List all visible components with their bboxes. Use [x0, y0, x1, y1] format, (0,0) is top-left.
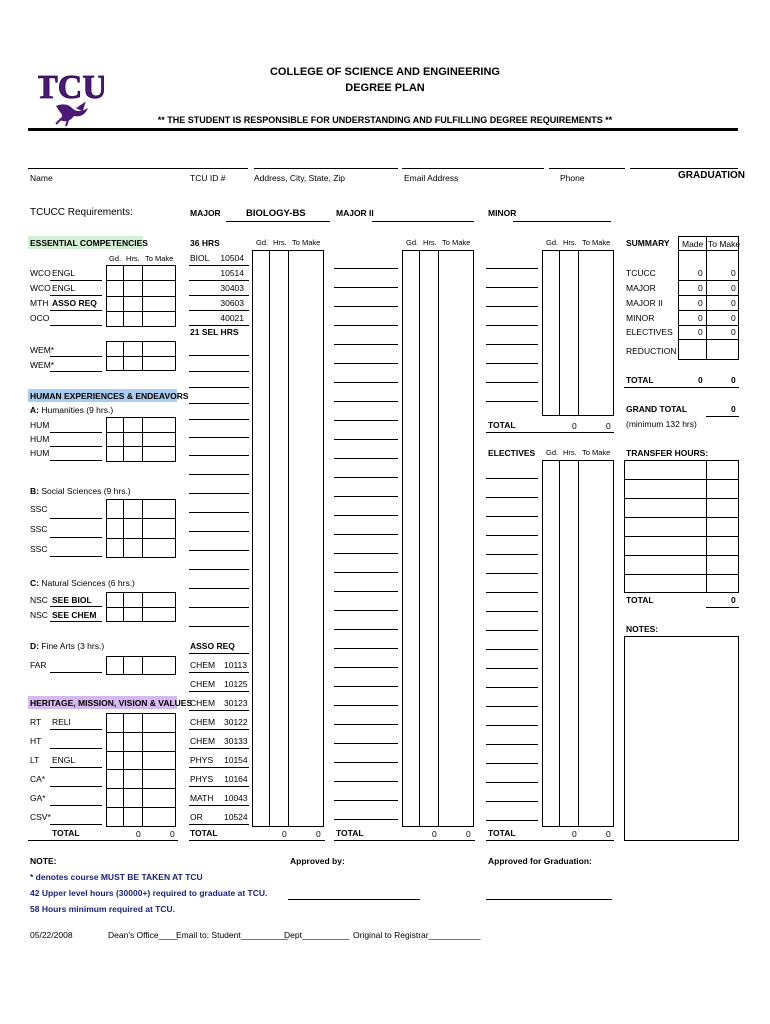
essential-grid[interactable]: [106, 265, 176, 327]
footer-note-label: NOTE:: [30, 856, 57, 866]
csv-line[interactable]: [50, 824, 102, 825]
wco1-course: ENGL: [52, 268, 76, 278]
wem2-label: WEM*: [30, 360, 55, 370]
reduction-label: REDUCTION: [626, 346, 677, 356]
ca-label: CA*: [30, 774, 46, 784]
asso-line-8[interactable]: [189, 805, 249, 806]
major2-line: [372, 221, 474, 222]
asso-dept-9: OR: [190, 812, 203, 822]
hum1-label: HUM: [30, 420, 50, 430]
ssc1-line[interactable]: [50, 518, 102, 519]
ga-label: GA*: [30, 793, 46, 803]
wco2-label: WCO: [30, 283, 51, 293]
far-line[interactable]: [50, 672, 102, 673]
major-blank-line-9[interactable]: [189, 493, 249, 494]
major-blank-line-15[interactable]: [189, 607, 249, 608]
major-blank-line-8[interactable]: [189, 474, 249, 475]
email-to-student-route: Email to: Student__________: [176, 930, 289, 940]
major-blank-line-6[interactable]: [189, 437, 249, 438]
tcucc-col-hrs: Hrs.: [126, 254, 140, 263]
hum3-label: HUM: [30, 448, 50, 458]
ssc1-label: SSC: [30, 504, 48, 514]
lt-course: ENGL: [52, 755, 76, 765]
minor-col-to-make: To Make: [582, 238, 611, 247]
ca-line[interactable]: [50, 786, 102, 787]
nsc2-course: SEE CHEM: [52, 610, 97, 620]
name-line: [28, 168, 248, 169]
major2-label: MAJOR II: [336, 208, 374, 218]
major-blank-line-16[interactable]: [189, 626, 249, 627]
summary-row-made-3: 0: [698, 298, 703, 308]
asso-dept-8: MATH: [190, 793, 214, 803]
major-hours-label: 36 HRS: [190, 238, 220, 248]
major-row-line-1[interactable]: [189, 265, 249, 266]
ht-label: HT: [30, 736, 42, 746]
summary-heading: SUMMARY: [626, 238, 670, 248]
major-blank-line-4[interactable]: [189, 403, 249, 404]
summary-row-made-4: 0: [698, 313, 703, 323]
minor-total-rule: [486, 432, 614, 433]
major-blank-line-10[interactable]: [189, 512, 249, 513]
major-blank-line-14[interactable]: [189, 588, 249, 589]
phone-line: [549, 168, 625, 169]
social-sciences-label: B: Social Sciences (9 hrs.): [30, 486, 131, 496]
svg-text:TCU: TCU: [38, 69, 104, 106]
major-total-to-make: 0: [316, 829, 321, 839]
oco-line[interactable]: [50, 325, 102, 326]
hum-grid[interactable]: [106, 417, 176, 462]
rt-course: RELI: [52, 717, 71, 727]
major-blank-line-13[interactable]: [189, 569, 249, 570]
electives-total-rule: [486, 840, 614, 841]
minor-col-gd: Gd.: [546, 238, 559, 247]
nsc2-line[interactable]: [50, 621, 102, 622]
major-total-rule: [189, 840, 325, 841]
wem1-label: WEM*: [30, 345, 55, 355]
asso-line-7[interactable]: [189, 786, 249, 787]
asso-num-4: 30122: [224, 717, 248, 727]
ssc3-line[interactable]: [50, 556, 102, 557]
electives-heading: ELECTIVES: [488, 448, 536, 458]
asso-line-5[interactable]: [189, 748, 249, 749]
asso-line-9[interactable]: [189, 824, 249, 825]
ssc2-line[interactable]: [50, 537, 102, 538]
asso-num-6: 10154: [224, 755, 248, 765]
summary-row-label-3: MAJOR II: [626, 298, 663, 308]
asso-dept-6: PHYS: [190, 755, 214, 765]
rt-line[interactable]: [50, 729, 102, 730]
summary-to-make-header: To Make: [708, 239, 741, 249]
minor-total-to-make: 0: [606, 421, 611, 431]
wco2-course: ENGL: [52, 283, 76, 293]
tcucc-total-label: TOTAL: [52, 828, 80, 838]
human-experiences-heading: HUMAN EXPERIENCES & ENDEAVORS: [30, 391, 189, 401]
asso-line-2[interactable]: [189, 691, 249, 692]
address-label: Address, City, State, Zip: [254, 173, 346, 183]
college-title: COLLEGE OF SCIENCE AND ENGINEERING: [269, 66, 500, 78]
heritage-grid[interactable]: [106, 713, 176, 827]
summary-row-made-1: 0: [698, 268, 703, 278]
graduation-label: GRADUATION: [678, 170, 746, 181]
major-col-to-make: To Make: [292, 238, 321, 247]
nsc1-course: SEE BIOL: [52, 595, 92, 605]
biol-course-1: 10504: [220, 253, 244, 263]
major-blank-line-2[interactable]: [189, 371, 249, 372]
degree-plan-title: DEGREE PLAN: [345, 82, 425, 94]
summary-made-header: Made: [682, 239, 704, 249]
asso-line-3[interactable]: [189, 710, 249, 711]
hum2-line[interactable]: [50, 446, 102, 447]
summary-row-made-2: 0: [698, 283, 703, 293]
tcucc-col-gd: Gd.: [109, 254, 122, 263]
summary-row-to-make-2: 0: [731, 283, 736, 293]
address-line: [254, 168, 398, 169]
registrar-route: Original to Registrar___________: [353, 930, 481, 940]
electives-total-made: 0: [572, 829, 577, 839]
notes-label: NOTES:: [626, 624, 659, 634]
major2-lines[interactable]: [334, 250, 398, 827]
major-blank-line-7[interactable]: [189, 455, 249, 456]
header-rule: [28, 128, 738, 131]
major-total-label: TOTAL: [190, 828, 218, 838]
minor-total-made: 0: [572, 421, 577, 431]
tcucc-requirements-label: TCUCC Requirements:: [30, 207, 133, 218]
summary-total-label: TOTAL: [626, 375, 654, 385]
summary-row-to-make-5: 0: [731, 327, 736, 337]
ssc3-label: SSC: [30, 544, 48, 554]
grand-total-value: 0: [731, 404, 736, 414]
asso-req-line: [189, 653, 249, 654]
ga-line[interactable]: [50, 805, 102, 806]
wem-grid[interactable]: [106, 341, 176, 371]
wco1-label: WCO: [30, 268, 51, 278]
revision-date: 05/22/2008: [30, 930, 73, 940]
mth-course: ASSO REQ: [52, 298, 97, 308]
approved-by-signature-line[interactable]: [288, 899, 420, 900]
major-label: MAJOR: [190, 208, 221, 218]
asso-line-1[interactable]: [189, 672, 249, 673]
fine-arts-label: D: Fine Arts (3 hrs.): [30, 641, 105, 651]
major-blank-line-1[interactable]: [189, 355, 249, 356]
wem1-line[interactable]: [50, 356, 102, 357]
major-col-gd: Gd.: [256, 238, 269, 247]
notes-box[interactable]: [624, 636, 739, 841]
tcucc-total-rule: [28, 840, 178, 841]
electives-total-to-make: 0: [606, 829, 611, 839]
approved-for-graduation-line[interactable]: [486, 899, 612, 900]
major-blank-line-12[interactable]: [189, 550, 249, 551]
biol-course-5: 40021: [220, 313, 244, 323]
summary-row-made-5: 0: [698, 327, 703, 337]
transfer-hours-label: TRANSFER HOURS:: [626, 448, 709, 458]
electives-col-to-make: To Make: [582, 448, 611, 457]
major2-total-made: 0: [432, 829, 437, 839]
electives-total-label: TOTAL: [488, 828, 516, 838]
minor-label: MINOR: [488, 208, 517, 218]
biol-dept: BIOL: [190, 253, 210, 263]
lt-label: LT: [30, 755, 40, 765]
nsc2-label: NSC: [30, 610, 48, 620]
asso-dept-2: CHEM: [190, 679, 216, 689]
wco1-line[interactable]: [50, 280, 102, 281]
oco-label: OCO: [30, 313, 50, 323]
major-blank-line-11[interactable]: [189, 531, 249, 532]
rt-label: RT: [30, 717, 42, 727]
biol-course-3: 30403: [220, 283, 244, 293]
summary-total-to-make: 0: [731, 375, 736, 385]
major-row-line-2[interactable]: [189, 280, 249, 281]
asso-line-6[interactable]: [189, 767, 249, 768]
asso-num-8: 10043: [224, 793, 248, 803]
dept-route: Dept__________: [284, 930, 350, 940]
summary-total-made: 0: [698, 375, 703, 385]
hum2-label: HUM: [30, 434, 50, 444]
wem2-line[interactable]: [50, 371, 102, 372]
major-blank-line-3[interactable]: [189, 387, 249, 388]
summary-row-label-1: TCUCC: [626, 268, 656, 278]
asso-dept-7: PHYS: [190, 774, 214, 784]
summary-grid: [678, 236, 739, 360]
ssc2-label: SSC: [30, 524, 48, 534]
deans-office-route: Dean's Office____: [108, 930, 178, 940]
natural-sciences-label: C: Natural Sciences (6 hrs.): [30, 578, 135, 588]
asso-line-4[interactable]: [189, 729, 249, 730]
biol-course-4: 30603: [220, 298, 244, 308]
hum1-line[interactable]: [50, 432, 102, 433]
summary-row-label-4: MINOR: [626, 313, 655, 323]
major2-total-label: TOTAL: [336, 828, 364, 838]
major-blank-line-5[interactable]: [189, 419, 249, 420]
major2-total-to-make: 0: [466, 829, 471, 839]
major2-col-gd: Gd.: [406, 238, 419, 247]
major-row-line-4[interactable]: [189, 310, 249, 311]
approved-by-label: Approved by:: [290, 856, 345, 866]
asso-num-3: 30123: [224, 698, 248, 708]
summary-row-to-make-1: 0: [731, 268, 736, 278]
essential-competencies-heading: ESSENTIAL COMPETENCIES: [30, 238, 148, 248]
asso-dept-4: CHEM: [190, 717, 216, 727]
summary-row-label-2: MAJOR: [626, 283, 656, 293]
transfer-total-value: 0: [731, 595, 736, 605]
asso-num-2: 10125: [224, 679, 248, 689]
tcucc-col-to-make: To Make: [145, 254, 174, 263]
nsc-grid[interactable]: [106, 592, 176, 622]
asso-dept-5: CHEM: [190, 736, 216, 746]
asso-req-heading: ASSO REQ: [190, 641, 235, 651]
humanities-label: A: Humanities (9 hrs.): [30, 405, 114, 415]
major2-col-hrs: Hrs.: [423, 238, 437, 247]
heritage-heading: HERITAGE, MISSION, VISION & VALUES: [30, 698, 193, 708]
tcucc-total-made: 0: [136, 829, 141, 839]
grand-total-label: GRAND TOTAL: [626, 404, 688, 414]
tcu-id-label: TCU ID #: [190, 173, 226, 183]
asso-num-7: 10164: [224, 774, 248, 784]
asso-num-5: 30133: [224, 736, 248, 746]
far-grid[interactable]: [106, 656, 176, 675]
major-total-made: 0: [282, 829, 287, 839]
footer-note-line-1: * denotes course MUST BE TAKEN AT TCU: [30, 872, 203, 882]
summary-row-label-5: ELECTIVES: [626, 327, 673, 337]
major2-total-rule: [334, 840, 475, 841]
summary-row-to-make-3: 0: [731, 298, 736, 308]
email-label: Email Address: [404, 173, 459, 183]
hum3-line[interactable]: [50, 460, 102, 461]
major-row-line-3[interactable]: [189, 295, 249, 296]
major2-col-to-make: To Make: [442, 238, 471, 247]
csv-label: CSV*: [30, 812, 51, 822]
electives-col-hrs: Hrs.: [563, 448, 577, 457]
name-label: Name: [30, 173, 53, 183]
wco2-line[interactable]: [50, 295, 102, 296]
nsc1-label: NSC: [30, 595, 48, 605]
phone-label: Phone: [560, 173, 585, 183]
selected-hours-label: 21 SEL HRS: [190, 327, 239, 337]
major-row-line-5[interactable]: [189, 325, 249, 326]
nsc1-line[interactable]: [50, 606, 102, 607]
far-label: FAR: [30, 660, 47, 670]
footer-note-line-3: 58 Hours minimum required at TCU.: [30, 904, 175, 914]
transfer-hours-grid[interactable]: [624, 460, 739, 593]
mth-line[interactable]: [50, 310, 102, 311]
graduation-line: [630, 168, 738, 169]
asso-dept-3: CHEM: [190, 698, 216, 708]
minor-line: [513, 221, 611, 222]
major-value: BIOLOGY-BS: [246, 208, 306, 219]
major-value-line: [226, 221, 330, 222]
approved-for-graduation-label: Approved for Graduation:: [488, 856, 592, 866]
summary-row-to-make-4: 0: [731, 313, 736, 323]
electives-col-gd: Gd.: [546, 448, 559, 457]
asso-num-1: 10113: [224, 660, 248, 670]
transfer-total-label: TOTAL: [626, 595, 654, 605]
biol-course-2: 10514: [220, 268, 244, 278]
lt-line[interactable]: [50, 767, 102, 768]
asso-dept-1: CHEM: [190, 660, 216, 670]
tcucc-total-to-make: 0: [170, 829, 175, 839]
email-line: [402, 168, 544, 169]
mth-label: MTH: [30, 298, 49, 308]
minor-total-label: TOTAL: [488, 420, 516, 430]
responsibility-notice: ** THE STUDENT IS RESPONSIBLE FOR UNDERSTANDING AND FULFILLING DEGREE REQUIREMENTS **: [157, 115, 613, 125]
minor-col-hrs: Hrs.: [563, 238, 577, 247]
footer-note-line-2: 42 Upper level hours (30000+) required to graduate at TCU.: [30, 888, 268, 898]
ht-line[interactable]: [50, 748, 102, 749]
ssc-grid[interactable]: [106, 499, 176, 558]
electives-lines[interactable]: [486, 460, 538, 827]
asso-num-9: 10524: [224, 812, 248, 822]
major-col-hrs: Hrs.: [273, 238, 287, 247]
minimum-hours-note: (minimum 132 hrs): [626, 419, 697, 429]
minor-lines[interactable]: [486, 250, 538, 416]
